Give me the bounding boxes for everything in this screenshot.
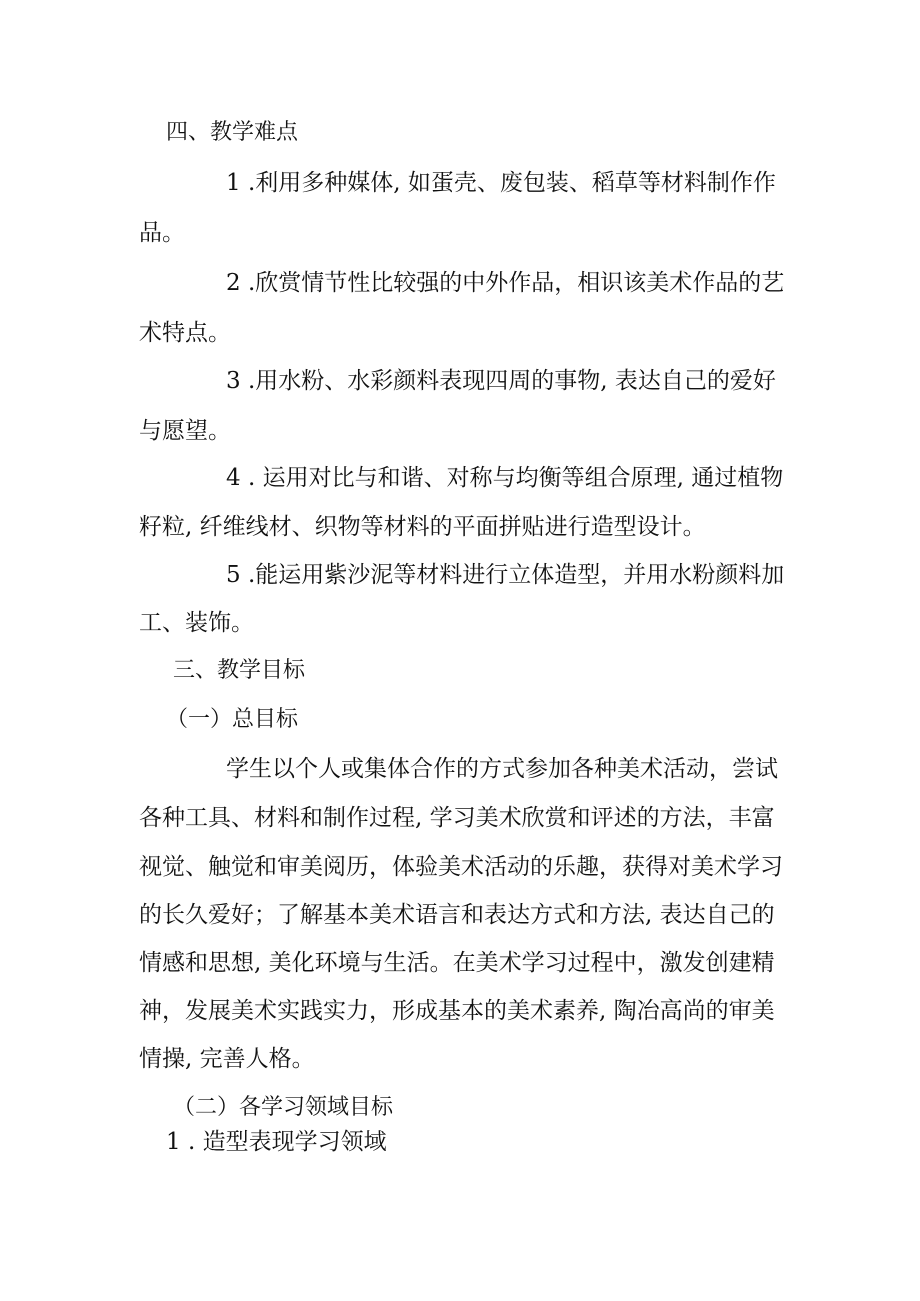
difficulty-item-2-line-2: 术特点。 (139, 320, 231, 346)
overall-goal-line-6: 神，发展美术实践实力，形成基本的美术素养, 陶冶高尚的审美 (139, 998, 775, 1024)
overall-goal-line-5: 情感和思想, 美化环境与生活。在美术学习过程中，激发创建精 (139, 950, 775, 976)
domain-goal-item-1: 1 . 造型表现学习领域 (166, 1129, 387, 1155)
difficulty-item-4-line-1: 4 . 运用对比与和谐、对称与均衡等组合原理, 通过植物 (226, 465, 784, 491)
difficulty-item-1-line-1: 1 .利用多种媒体, 如蛋壳、废包装、稻草等材料制作作 (226, 170, 776, 196)
overall-goal-line-3: 视觉、触觉和审美阅历，体验美术活动的乐趣，获得对美术学习 (139, 854, 783, 880)
difficulty-item-1-line-2: 品。 (139, 220, 185, 246)
difficulty-item-5-line-1: 5 .能运用紫沙泥等材料进行立体造型，并用水粉颜料加 (226, 562, 785, 588)
difficulty-item-5-line-2: 工、装饰。 (139, 610, 254, 636)
difficulty-item-4-line-2: 籽粒, 纤维线材、织物等材料的平面拼贴进行造型设计。 (139, 514, 706, 540)
overall-goal-line-1: 学生以个人或集体合作的方式参加各种美术活动，尝试 (226, 756, 778, 782)
section-heading-goals: 三、教学目标 (173, 658, 306, 683)
difficulty-item-3-line-2: 与愿望。 (139, 418, 231, 444)
subheading-domain-goals: （二）各学习领域目标 (173, 1095, 394, 1120)
subheading-overall-goal: （一）总目标 (166, 707, 299, 732)
overall-goal-line-4: 的长久爱好；了解基本美术语言和表达方式和方法, 表达自己的 (139, 902, 775, 928)
difficulty-item-2-line-1: 2 .欣赏情节性比较强的中外作品，相识该美术作品的艺 (226, 270, 785, 296)
overall-goal-line-7: 情操, 完善人格。 (139, 1046, 315, 1072)
difficulty-item-3-line-1: 3 .用水粉、水彩颜料表现四周的事物, 表达自己的爱好 (226, 368, 776, 394)
section-heading-difficulty: 四、教学难点 (166, 120, 299, 145)
overall-goal-line-2: 各种工具、材料和制作过程, 学习美术欣赏和评述的方法，丰富 (139, 805, 775, 831)
